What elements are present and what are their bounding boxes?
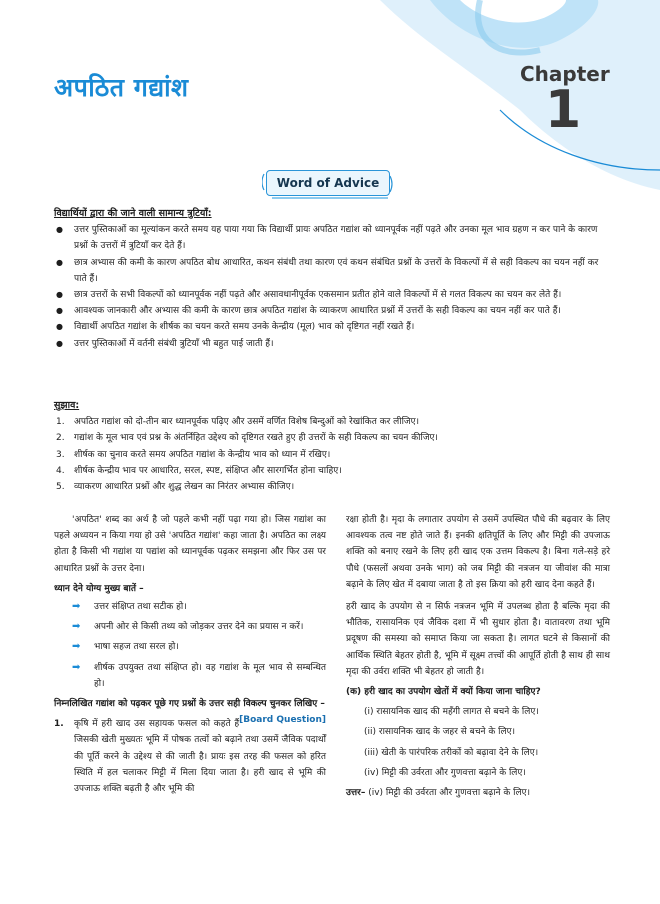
- points-heading: ध्यान देने योग्य मुख्य बातें –: [54, 583, 144, 594]
- right-column: [346, 512, 610, 801]
- option-ii: (ii) रासायनिक खाद के जहर से बचने के लिए।: [364, 727, 515, 738]
- chapter-label: Chapter: [520, 62, 610, 86]
- intro-paragraph: 'अपठित' शब्द का अर्थ है जो पहले कभी नहीं पढ़ा गया हो। जिस गद्यांश का पहले अध्ययन न किया गया हो उसे 'अपठित गद्यांश' कहा जाता है। अपठित का लक्ष्य होता है किसी भी गद्यांश या पद्यांश को ध्यानपूर्वक पढ़कर समझना और फिर उस पर आधारित प्रश्नों के उत्तर देना।: [54, 515, 326, 574]
- errors-section: [54, 206, 610, 352]
- answer-label: उत्तर–: [346, 788, 366, 799]
- option-iii: (iii) खेती के पारंपरिक तरीकों को बढ़ावा देने के लिए।: [364, 747, 539, 758]
- options-list: [346, 704, 610, 781]
- list-item: ● उत्तर पुस्तिकाओं का मूल्यांकन करते समय यह पाया गया कि विद्यार्थी प्रायः अपठित गद्यांश को ध्यानपूर्वक नहीं पढ़ते और उनका मूल भाव ग्रहण न कर पाने के कारण प्रश्नों के उत्तरों में त्रुटियाँ कर देते हैं।: [54, 222, 610, 254]
- list-item: 1. अपठित गद्यांश को दो-तीन बार ध्यानपूर्वक पढ़िए और उसमें वर्णित विशेष बिन्दुओं को रेखांकित कर लीजिए।: [56, 417, 419, 428]
- arrow-icon: ➡: [72, 661, 81, 673]
- errors-list: [54, 222, 610, 352]
- list-item: ● छात्र अभ्यास की कमी के कारण अपठित बोध आधारित, कथन संबंधी तथा कारण एवं कथन संबंधित प्रश्नों के उत्तरों के विकल्पों में से सही विकल्प का चयन नहीं कर पाते हैं।: [54, 255, 610, 287]
- list-item: ➡ भाषा सहज तथा सरल हो।: [54, 639, 326, 655]
- instruction: निम्नलिखित गद्यांश को पढ़कर पूछे गए प्रश्नों के उत्तर सही विकल्प चुनकर लिखिए – [Board Question]: [54, 696, 326, 712]
- list-item: ● उत्तर पुस्तिकाओं में वर्तनी संबंधी त्रुटियाँ भी बहुत पाई जाती हैं।: [54, 336, 610, 352]
- list-item: 2. गद्यांश के मूल भाव एवं प्रश्न के अंतर्निहित उद्देश्य को दृष्टिगत रखते हुए ही उत्तरों के सही विकल्प का चयन कीजिए।: [56, 433, 438, 444]
- board-question-tag: [Board Question]: [239, 715, 326, 726]
- question-number: 1.: [54, 719, 64, 730]
- arrow-icon: ➡: [72, 641, 81, 653]
- errors-heading: विद्यार्थियों द्वारा की जाने वाली सामान्य त्रुटियाँ:: [54, 208, 212, 219]
- suggestions-heading: सुझाव:: [54, 400, 80, 411]
- list-item: ● आवश्यक जानकारी और अभ्यास की कमी के कारण छात्र अपठित गद्यांश के व्याकरण आधारित प्रश्नों में उत्तरों के सही विकल्प का चयन नहीं कर पाते हैं।: [54, 303, 610, 319]
- arrow-icon: ➡: [72, 601, 81, 613]
- passage-paragraph-2: हरी खाद के उपयोग से न सिर्फ नत्रजन भूमि में उपलब्ध होता है बल्कि मृदा की भौतिक, रासायनिक एवं जैविक दशा में भी सुधार होता है। वातावरण तथा भूमि प्रदूषण की समस्या को समाप्त किया जा सकता है। लागत घटने से किसानों की आर्थिक स्थिति बेहतर होती है, भूमि में सूक्ष्म तत्त्वों की आपूर्ति होती है साथ ही साथ मृदा की उर्वरा शक्ति भी बेहतर हो जाती है।: [346, 602, 610, 677]
- answer-line: [346, 785, 610, 801]
- suggestions-section: [54, 398, 610, 495]
- advice-label: Word of Advice: [266, 170, 390, 196]
- list-item: ➡ अपनी ओर से किसी तथ्य को जोड़कर उत्तर देने का प्रयास न करें।: [54, 619, 326, 635]
- passage-continuation: रक्षा होती है। मृदा के लगातार उपयोग से उसमें उपस्थित पौधे की बढ़वार के लिए आवश्यक तत्व नष्ट होते जाते हैं। इनकी क्षतिपूर्ति के लिए और मिट्टी की उपजाऊ शक्ति को बनाए रखने के लिए हरी खाद एक उत्तम विकल्प है। बिना गले-सड़े हरे पौधे (फसलों अथवा उनके भाग) को जब मिट्टी की नत्रजन या जीवांश की मात्रा बढ़ाने के लिए खेत में दबाया जाता है तो इस क्रिया को हरी खाद देना कहते हैं।: [346, 515, 610, 590]
- chapter-number: 1: [545, 80, 582, 140]
- question-passage: 1. कृषि में हरी खाद उस सहायक फसल को कहते हैं जिसकी खेती मुख्यतः भूमि में पोषक तत्वों को बढ़ाने तथा उसमें जैविक पदार्थों की पूर्ति करने के उद्देश्य से की जाती है। प्रायः इस तरह की फसल को हरित स्थिति में हल चलाकर मिट्टी में मिला दिया जाता है। हरी खाद से भूमि की उपजाऊ शक्ति बढ़ती है और भूमि की: [54, 716, 326, 797]
- arrow-icon: ➡: [72, 621, 81, 633]
- word-of-advice-banner: [262, 168, 396, 200]
- list-item: ➡ शीर्षक उपयुक्त तथा संक्षिप्त हो। वह गद्यांश के मूल भाव से सम्बन्धित हो।: [72, 661, 326, 689]
- list-item: ● छात्र उत्तरों के सभी विकल्पों को ध्यानपूर्वक नहीं पढ़ते और असावधानीपूर्वक एकसमान प्रतीत होने वाले विकल्पों में से गलत विकल्प का चयन कर लेते हैं।: [54, 287, 610, 303]
- list-item: 4. शीर्षक केन्द्रीय भाव पर आधारित, सरल, स्पष्ट, संक्षिप्त और सारगर्भित होना चाहिए।: [56, 465, 342, 476]
- option-i: (i) रासायनिक खाद की महँगी लागत से बचने के लिए।: [364, 707, 539, 718]
- list-item: 5. व्याकरण आधारित प्रश्नों और शुद्ध लेखन का निरंतर अभ्यास कीजिए।: [56, 482, 295, 493]
- page-title: अपठित गद्यांश: [54, 73, 189, 102]
- points-list: [54, 599, 326, 692]
- left-column: [54, 512, 326, 797]
- list-item: ● विद्यार्थी अपठित गद्यांश के शीर्षक का चयन करते समय उनके केन्द्रीय (मूल) भाव को दृष्टिगत नहीं रखते हैं।: [54, 319, 610, 335]
- list-item: 3. शीर्षक का चुनाव करते समय अपठित गद्यांश के केन्द्रीय भाव को ध्यान में रखिए।: [56, 449, 331, 460]
- question-text: (क) हरी खाद का उपयोग खेतों में क्यों किया जाना चाहिए?: [346, 687, 541, 698]
- answer-text: (iv) मिट्टी की उर्वरता और गुणवत्ता बढ़ाने के लिए।: [368, 788, 531, 799]
- list-item: ➡ उत्तर संक्षिप्त तथा सटीक हो।: [54, 599, 326, 615]
- option-iv: (iv) मिट्टी की उर्वरता और गुणवत्ता बढ़ाने के लिए।: [364, 767, 526, 778]
- suggestions-list: [54, 414, 610, 495]
